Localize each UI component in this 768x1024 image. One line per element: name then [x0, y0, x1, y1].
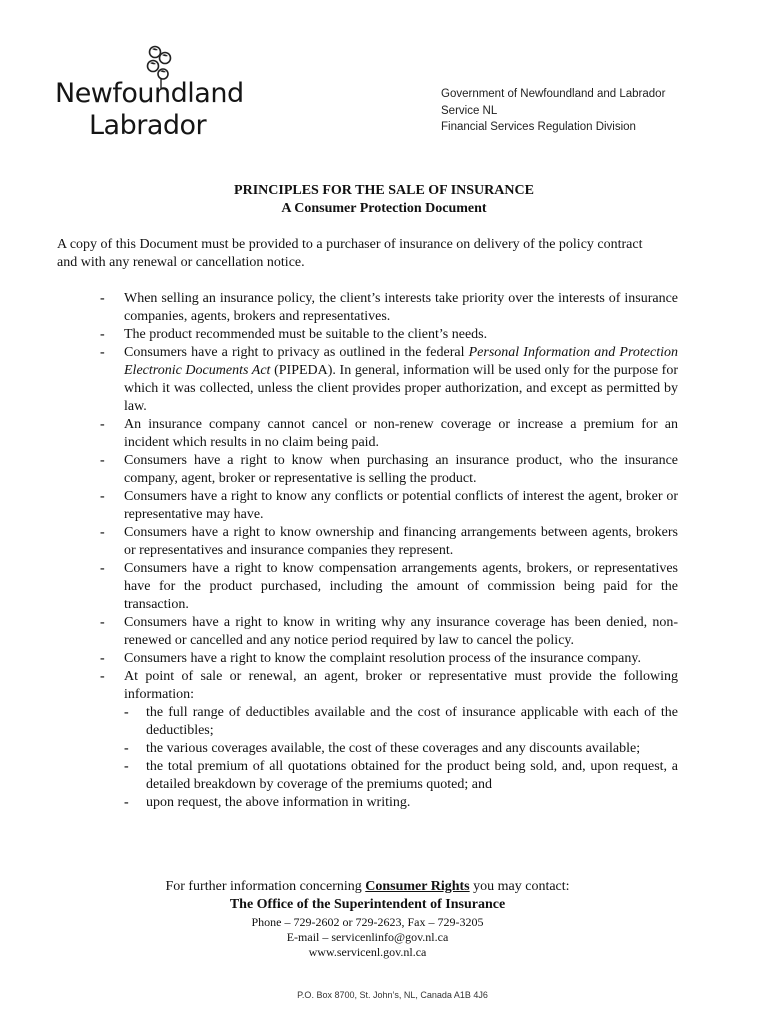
list-item-text: Consumers have a right to know any conflicts or potential conflicts of interest the agent, broker or representative may have. [124, 489, 678, 522]
newfoundland-labrador-logo [55, 44, 245, 144]
sub-list-item [124, 794, 678, 812]
bullet-marker: - [124, 741, 129, 756]
list-item-text: Consumers have a right to know in writing why any insurance coverage has been denied, non-renewed or cancelled and any notice period required by law to cancel the policy. [124, 615, 678, 648]
bullet-marker: - [124, 759, 129, 774]
list-item-text: Consumers have a right to know the complaint resolution process of the insurance company. [124, 651, 641, 666]
list-item-text-pre: Consumers have a right to privacy as outlined in the federal [124, 345, 469, 360]
contact-intro-pre: For further information concerning [165, 879, 366, 894]
list-item [100, 452, 678, 488]
intro-paragraph: A copy of this Document must be provided to a purchaser of insurance on delivery of the policy contract and with any renewal or cancellation notice. [57, 237, 643, 270]
contact-intro [0, 879, 735, 895]
list-item-text: Consumers have a right to know compensation arrangements agents, brokers, or representatives have for the product purchased, including the amount of commission being paid for the transaction. [124, 561, 678, 612]
pipeda-act-name: Personal Information and Protection Electronic Documents Act [124, 345, 678, 378]
bullet-marker: - [100, 651, 105, 666]
list-item-text-post: (PIPEDA). In general, information will be used only for the purpose for which it was collected, unless the client provides proper authorization, and except as permitted by law. [124, 363, 678, 414]
list-item [100, 344, 678, 416]
document-title: PRINCIPLES FOR THE SALE OF INSURANCE [234, 183, 534, 198]
list-item [100, 614, 678, 650]
sub-list-item [124, 704, 678, 740]
logo-text-labrador: Labrador [89, 110, 207, 141]
list-item-text: The product recommended must be suitable to the client’s needs. [124, 327, 488, 342]
bullet-marker: - [100, 489, 105, 504]
bullet-marker: - [100, 669, 105, 684]
consumer-rights-link[interactable]: Consumer Rights [365, 879, 470, 894]
bullet-marker: - [100, 453, 105, 468]
contact-email[interactable]: E-mail – servicenlinfo@gov.nl.ca [286, 930, 449, 944]
contact-website[interactable]: www.servicenl.gov.nl.ca [308, 945, 427, 959]
sub-list-item-text: the full range of deductibles available and the cost of insurance applicable with each of the deductibles; [146, 705, 678, 738]
logo-text-newfoundland: Newfoundland [55, 78, 244, 109]
bullet-marker: - [124, 705, 129, 720]
sub-list-item-text: the various coverages available, the cost of these coverages and any discounts available; [146, 741, 641, 756]
list-item-text: Consumers have a right to know ownership and financing arrangements between agents, brokers or representatives and insurance companies they represent. [124, 525, 678, 558]
principles-list [100, 290, 678, 812]
gov-line-division: Financial Services Regulation Division [441, 121, 636, 133]
list-item [100, 488, 678, 524]
gov-line-government: Government of Newfoundland and Labrador [441, 88, 666, 100]
list-item-text: An insurance company cannot cancel or non-renew coverage or increase a premium for an incident which results in no claim being paid. [124, 417, 678, 450]
list-item [100, 290, 678, 326]
bullet-marker: - [100, 417, 105, 432]
list-item [100, 650, 678, 668]
gov-line-service: Service NL [441, 104, 498, 117]
footer-address: P.O. Box 8700, St. John’s, NL, Canada A1B 4J6 [297, 990, 488, 1000]
list-item [100, 326, 678, 344]
list-item-text: At point of sale or renewal, an agent, broker or representative must provide the following information: [124, 669, 678, 702]
bullet-marker: - [124, 795, 129, 810]
superintendent-office: The Office of the Superintendent of Insurance [229, 897, 506, 912]
required-information-sublist [124, 704, 678, 812]
list-item-text: Consumers have a right to know when purchasing an insurance product, who the insurance company, agent, broker or representative is selling the product. [124, 453, 678, 486]
bullet-marker: - [100, 291, 105, 306]
sub-list-item [124, 758, 678, 794]
contact-intro-post: you may contact: [469, 879, 570, 894]
bullet-marker: - [100, 327, 105, 342]
list-item [100, 560, 678, 614]
bullet-marker: - [100, 561, 105, 576]
bullet-marker: - [100, 615, 105, 630]
contact-phone-fax: Phone – 729-2602 or 729-2623, Fax – 729-3205 [251, 915, 484, 929]
bullet-marker: - [100, 525, 105, 540]
government-address-block [441, 86, 665, 136]
sub-list-item-text: upon request, the above information in writing. [146, 795, 411, 810]
list-item-text: When selling an insurance policy, the client’s interests take priority over the interests of insurance companies, agents, brokers and representatives. [124, 291, 678, 324]
document-subtitle: A Consumer Protection Document [281, 201, 487, 216]
sub-list-item-text: the total premium of all quotations obtained for the product being sold, and, upon request, a detailed breakdown by coverage of the premiums quoted; and [146, 759, 678, 792]
bullet-marker: - [100, 345, 105, 360]
list-item [100, 524, 678, 560]
list-item [100, 668, 678, 812]
list-item [100, 416, 678, 452]
sub-list-item [124, 740, 678, 758]
